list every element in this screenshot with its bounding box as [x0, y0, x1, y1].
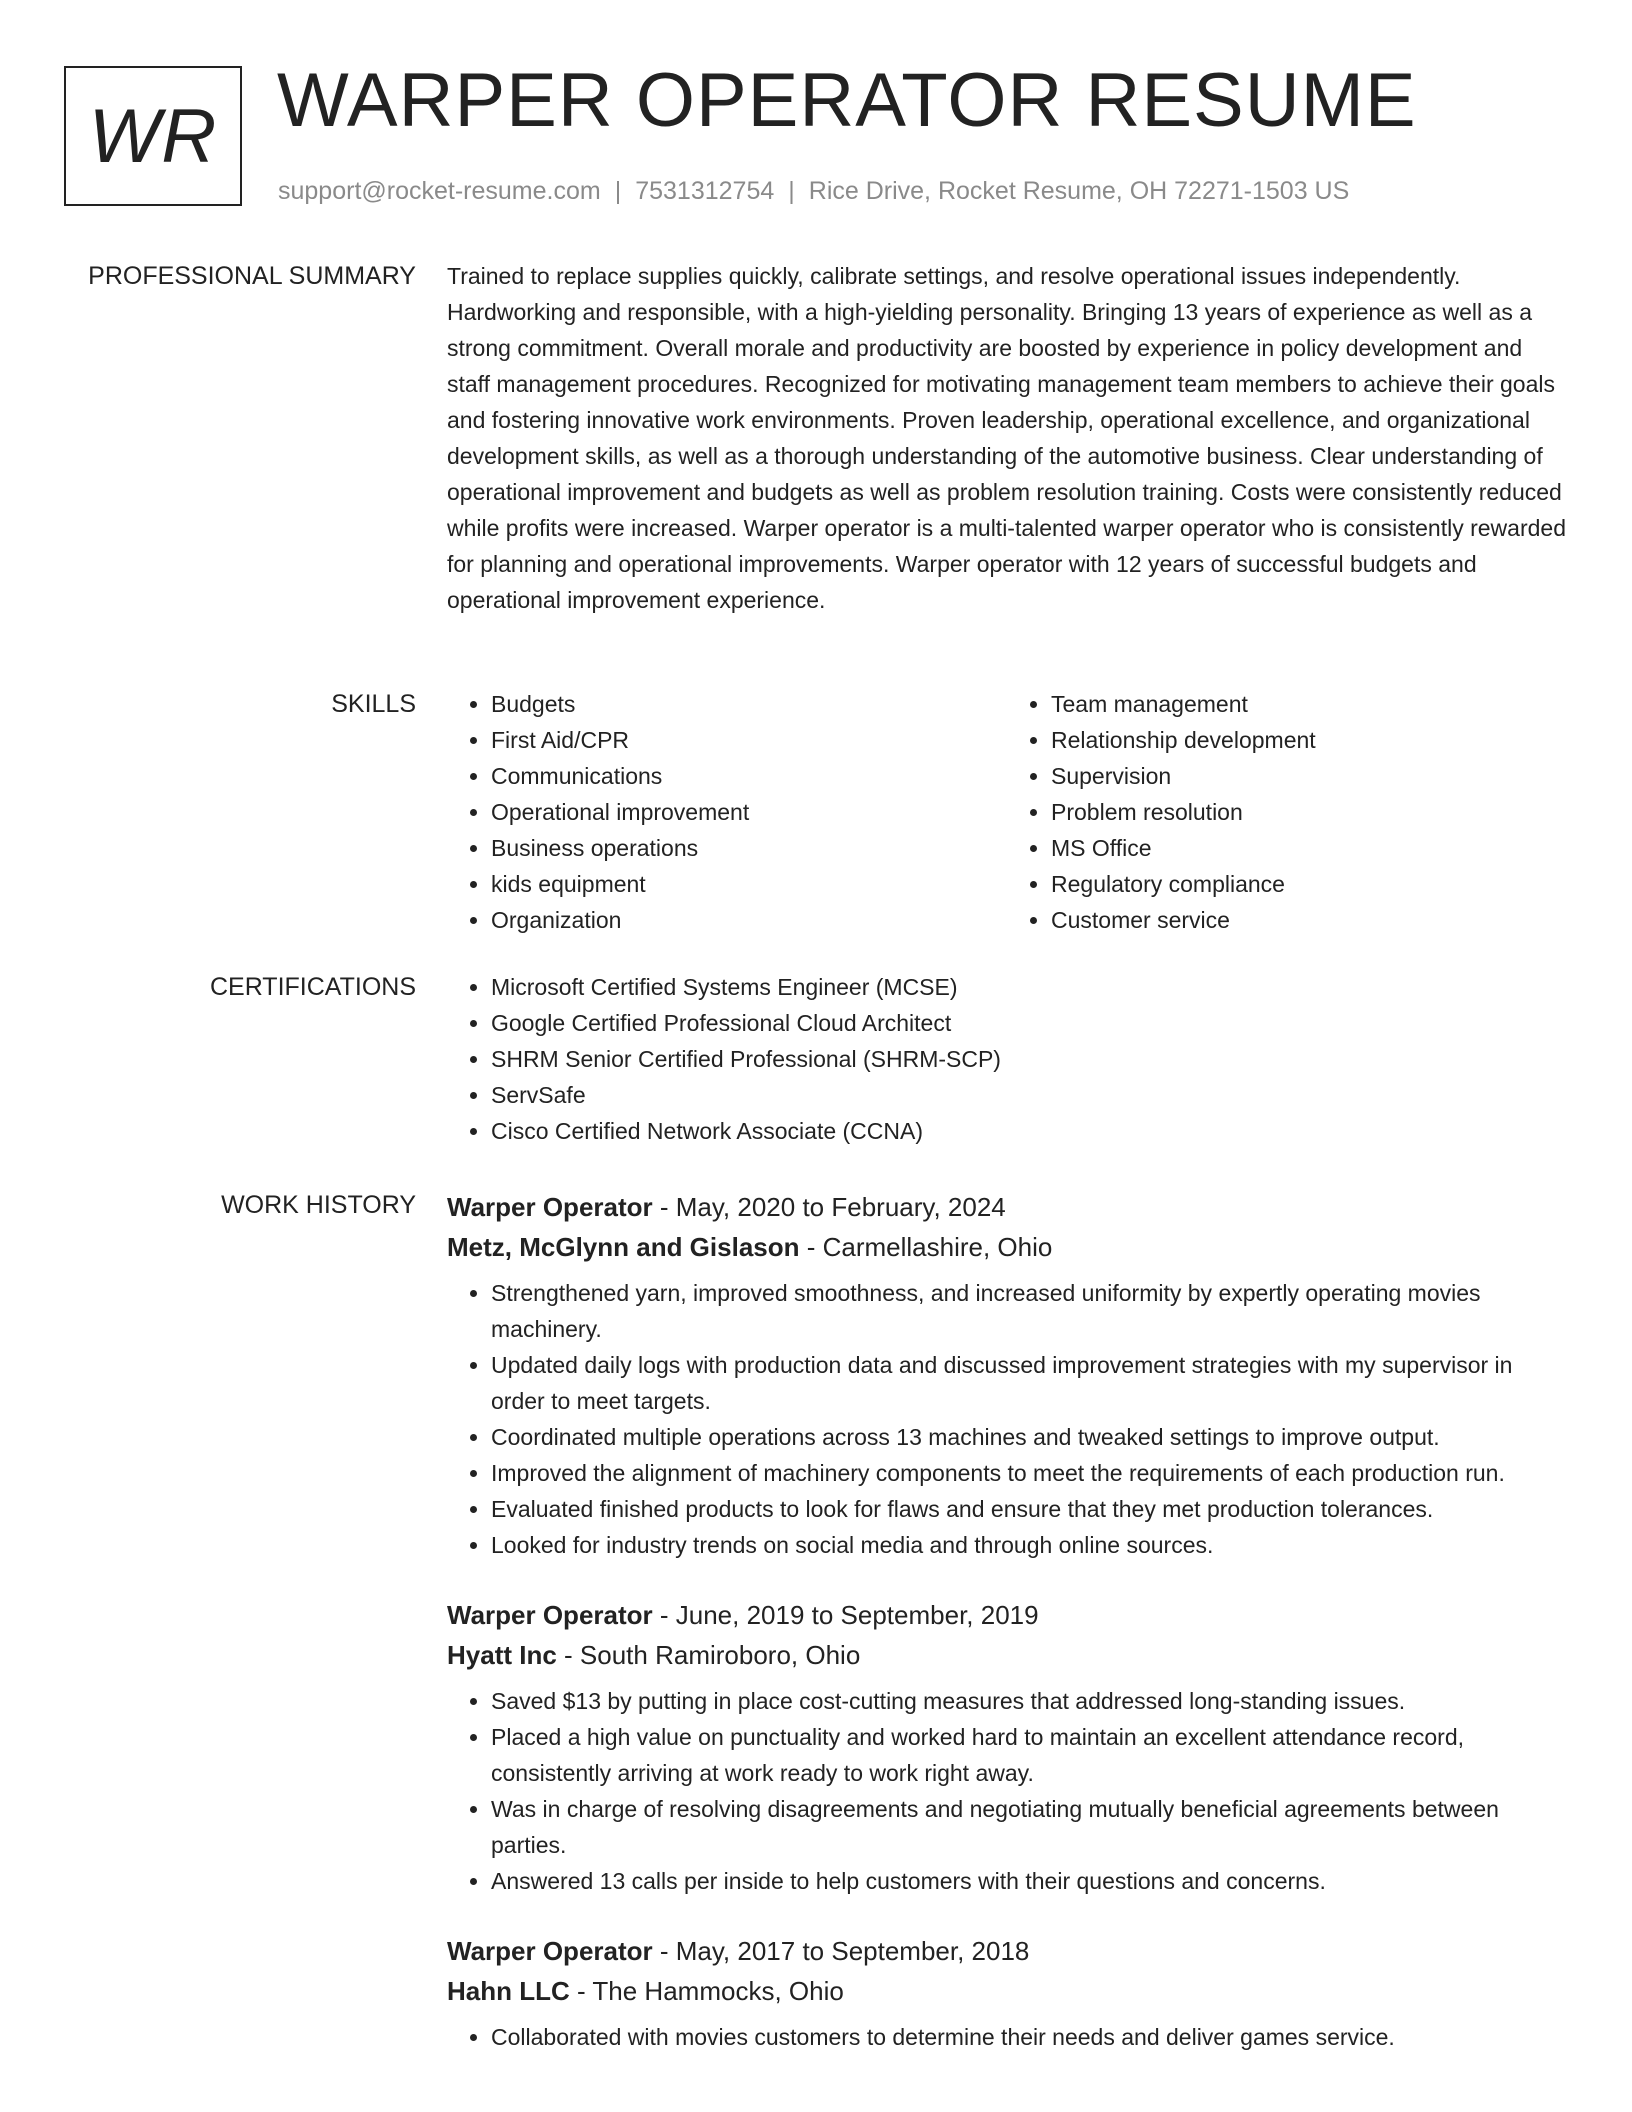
skill-item: • Business operations [491, 830, 1007, 866]
skill-item: • Communications [491, 758, 1007, 794]
job-company: Hyatt Inc [447, 1640, 557, 1670]
skill-item: • MS Office [1051, 830, 1567, 866]
contact-address: Rice Drive, Rocket Resume, OH 72271-1503 US [808, 177, 1350, 205]
job-location: - The Hammocks, Ohio [569, 1976, 844, 2006]
certification-item: • Microsoft Certified Systems Engineer (MCSE) [491, 969, 1567, 1005]
job-bullets [447, 2019, 1567, 2055]
summary-text: Trained to replace supplies quickly, calibrate settings, and resolve operational issues independently. Hardworking and responsible, with a high-yielding personality. Bringing 13 years of experience as well as a strong commitment. Overall morale and productivity are boosted by experience in policy development and staff management procedures. Recognized for motivating management team members to achieve their goals and fostering innovative work environments. Proven leadership, operational excellence, and organizational development skills, as well as a thorough understanding of the automotive business. Clear understanding of operational improvement and budgets as well as problem resolution training. Costs were consistently reduced while profits were increased. Warper operator is a multi-talented warper operator who is consistently rewarded for planning and operational improvements. Warper operator with 12 years of successful budgets and operational improvement experience. [447, 263, 1566, 613]
job-entry [447, 1931, 1567, 2055]
job-company-line [447, 1635, 1567, 1675]
contact-separator: | [614, 177, 622, 205]
job-title: Warper Operator [447, 1600, 653, 1630]
resume-title: WARPER OPERATOR RESUME [277, 58, 1417, 143]
skill-item: • Budgets [491, 686, 1007, 722]
certification-item: • ServSafe [491, 1077, 1567, 1113]
skill-item: • Team management [1051, 686, 1567, 722]
skill-item: • First Aid/CPR [491, 722, 1007, 758]
certification-item: • Google Certified Professional Cloud Architect [491, 1005, 1567, 1041]
job-location: - South Ramiroboro, Ohio [556, 1640, 861, 1670]
contact-phone[interactable]: 7531312754 [635, 177, 775, 205]
work-history-body [447, 1187, 1567, 2087]
job-dates: - May, 2017 to September, 2018 [652, 1936, 1030, 1966]
skills-list-left [447, 686, 1007, 938]
job-bullet: • Strengthened yarn, improved smoothness, and increased uniformity by expertly operating movies machinery. [491, 1275, 1567, 1347]
certification-item: • SHRM Senior Certified Professional (SHRM-SCP) [491, 1041, 1567, 1077]
job-bullet: • Improved the alignment of machinery components to meet the requirements of each production run. [491, 1455, 1567, 1491]
job-bullet: • Evaluated finished products to look for flaws and ensure that they met production tolerances. [491, 1491, 1567, 1527]
job-company: Hahn LLC [447, 1976, 570, 2006]
work-history-heading: WORK HISTORY [221, 1191, 416, 1219]
contact-email[interactable]: support@rocket-resume.com [278, 177, 601, 205]
skills-body [447, 686, 1567, 938]
job-bullet: • Answered 13 calls per inside to help customers with their questions and concerns. [491, 1863, 1567, 1899]
certifications-body [447, 969, 1567, 1149]
skills-list-right [1007, 686, 1567, 938]
certifications-list [447, 969, 1567, 1149]
monogram-logo: WR [64, 66, 242, 206]
skill-item: • Regulatory compliance [1051, 866, 1567, 902]
job-bullet: • Collaborated with movies customers to determine their needs and deliver games service. [491, 2019, 1567, 2055]
job-title: Warper Operator [447, 1192, 653, 1222]
skill-item: • Supervision [1051, 758, 1567, 794]
certification-item: • Cisco Certified Network Associate (CCNA) [491, 1113, 1567, 1149]
job-bullet: • Was in charge of resolving disagreements and negotiating mutually beneficial agreements between parties. [491, 1791, 1567, 1863]
job-title-line [447, 1595, 1567, 1635]
job-bullet: • Saved $13 by putting in place cost-cutting measures that addressed long-standing issues. [491, 1683, 1567, 1719]
job-title-line [447, 1187, 1567, 1227]
summary-body [447, 258, 1567, 618]
skill-item: • Operational improvement [491, 794, 1007, 830]
job-company-line [447, 1227, 1567, 1267]
job-bullets [447, 1683, 1567, 1899]
job-company: Metz, McGlynn and Gislason [447, 1232, 800, 1262]
job-bullets [447, 1275, 1567, 1563]
skill-item: • Customer service [1051, 902, 1567, 938]
job-entry [447, 1187, 1567, 1563]
summary-heading: PROFESSIONAL SUMMARY [88, 262, 416, 290]
skill-item: • Organization [491, 902, 1007, 938]
contact-line [278, 174, 1349, 208]
certifications-heading: CERTIFICATIONS [209, 973, 416, 1001]
job-company-line [447, 1971, 1567, 2011]
job-dates: - June, 2019 to September, 2019 [652, 1600, 1039, 1630]
job-bullet: • Updated daily logs with production data and discussed improvement strategies with my supervisor in order to meet targets. [491, 1347, 1567, 1419]
skill-item: • Problem resolution [1051, 794, 1567, 830]
skill-item: • kids equipment [491, 866, 1007, 902]
job-location: - Carmellashire, Ohio [799, 1232, 1053, 1262]
job-bullet: • Placed a high value on punctuality and worked hard to maintain an excellent attendance record, consistently arriving at work ready to work right away. [491, 1719, 1567, 1791]
job-dates: - May, 2020 to February, 2024 [652, 1192, 1006, 1222]
job-bullet: • Looked for industry trends on social media and through online sources. [491, 1527, 1567, 1563]
job-entry [447, 1595, 1567, 1899]
job-title-line [447, 1931, 1567, 1971]
skill-item: • Relationship development [1051, 722, 1567, 758]
skills-heading: SKILLS [331, 690, 416, 718]
contact-separator: | [788, 177, 795, 205]
job-bullet: • Coordinated multiple operations across 13 machines and tweaked settings to improve output. [491, 1419, 1567, 1455]
job-title: Warper Operator [447, 1936, 653, 1966]
